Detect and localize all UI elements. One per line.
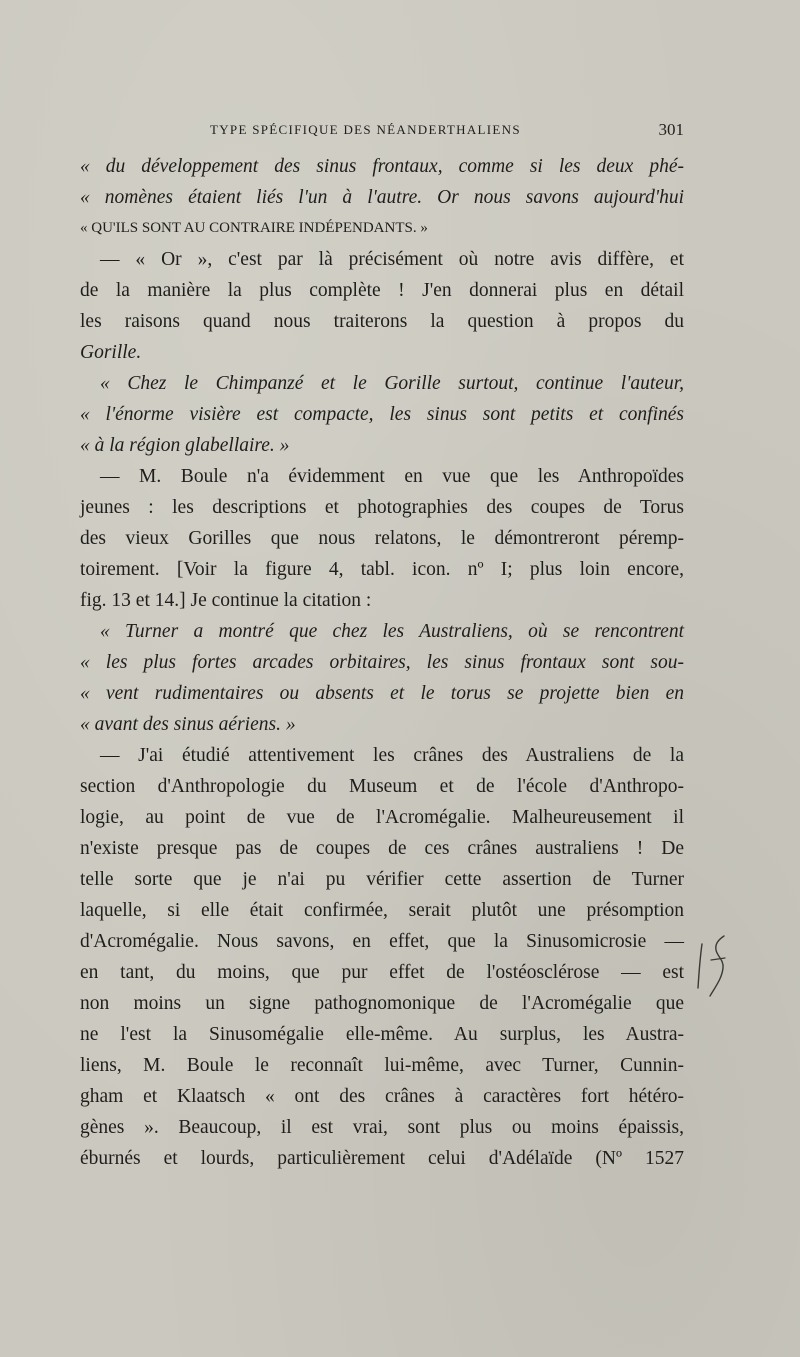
text-line: logie, au point de vue de l'Acromégalie. Malheureusement il <box>80 807 684 828</box>
text-line: laquelle, si elle était confirmée, serait plutôt une présomption <box>80 900 684 921</box>
body-text <box>80 151 684 1174</box>
text-line: gènes ». Beaucoup, il est vrai, sont plus ou moins épaissis, <box>80 1117 684 1138</box>
handwritten-mark-icon <box>694 930 738 1000</box>
text-line: des vieux Gorilles que nous relatons, le démontreront péremp- <box>80 528 684 549</box>
text-line: n'existe presque pas de coupes de ces crânes australiens ! De <box>80 838 684 859</box>
text-line: « nomènes étaient liés l'un à l'autre. Or nous savons aujourd'hui <box>80 187 684 208</box>
text-line: Gorille. <box>80 342 142 363</box>
text-line: telle sorte que je n'ai pu vérifier cette assertion de Turner <box>80 869 684 890</box>
text-line: en tant, du moins, que pur effet de l'ostéosclérose — est <box>80 962 684 983</box>
text-line: ne l'est la Sinusomégalie elle-même. Au surplus, les Austra- <box>80 1024 684 1045</box>
text-line: non moins un signe pathognomonique de l'Acromégalie que <box>80 993 684 1014</box>
running-header <box>210 120 684 144</box>
text-line: toirement. [Voir la figure 4, tabl. icon. nº I; plus loin encore, <box>80 559 684 580</box>
text-line: de la manière la plus complète ! J'en donnerai plus en détail <box>80 280 684 301</box>
text-line: fig. 13 et 14.] Je continue la citation : <box>80 590 372 611</box>
running-title: TYPE SPÉCIFIQUE DES NÉANDERTHALIENS <box>210 122 521 137</box>
text-line: « l'énorme visière est compacte, les sinus sont petits et confinés <box>80 404 684 425</box>
text-line: gham et Klaatsch « ont des crânes à caractères fort hétéro- <box>80 1086 684 1107</box>
text-line: — M. Boule n'a évidemment en vue que les Anthropoïdes <box>100 466 684 487</box>
text-line: — J'ai étudié attentivement les crânes des Australiens de la <box>100 745 684 766</box>
text-line: d'Acromégalie. Nous savons, en effet, que la Sinusomicrosie — <box>80 931 684 952</box>
text-line: « QU'ILS SONT AU CONTRAIRE INDÉPENDANTS. » <box>80 220 428 236</box>
text-line: « Turner a montré que chez les Australiens, où se rencontrent <box>100 621 684 642</box>
text-line: « vent rudimentaires ou absents et le torus se projette bien en <box>80 683 684 704</box>
text-line: les raisons quand nous traiterons la question à propos du <box>80 311 684 332</box>
text-line: section d'Anthropologie du Museum et de l'école d'Anthropo- <box>80 776 684 797</box>
handwritten-margin-note <box>694 930 738 1000</box>
text-line: — « Or », c'est par là précisément où notre avis diffère, et <box>100 249 684 270</box>
text-line: éburnés et lourds, particulièrement celui d'Adélaïde (Nº 1527 <box>80 1148 684 1169</box>
text-line: « à la région glabellaire. » <box>80 435 290 456</box>
text-line: « avant des sinus aériens. » <box>80 714 296 735</box>
page-number: 301 <box>658 120 684 139</box>
text-line: jeunes : les descriptions et photographies des coupes de Torus <box>80 497 684 518</box>
text-line: « Chez le Chimpanzé et le Gorille surtout, continue l'auteur, <box>100 373 684 394</box>
text-line: « du développement des sinus frontaux, comme si les deux phé- <box>80 156 684 177</box>
text-line: « les plus fortes arcades orbitaires, les sinus frontaux sont sou- <box>80 652 684 673</box>
text-line: liens, M. Boule le reconnaît lui-même, avec Turner, Cunnin- <box>80 1055 684 1076</box>
